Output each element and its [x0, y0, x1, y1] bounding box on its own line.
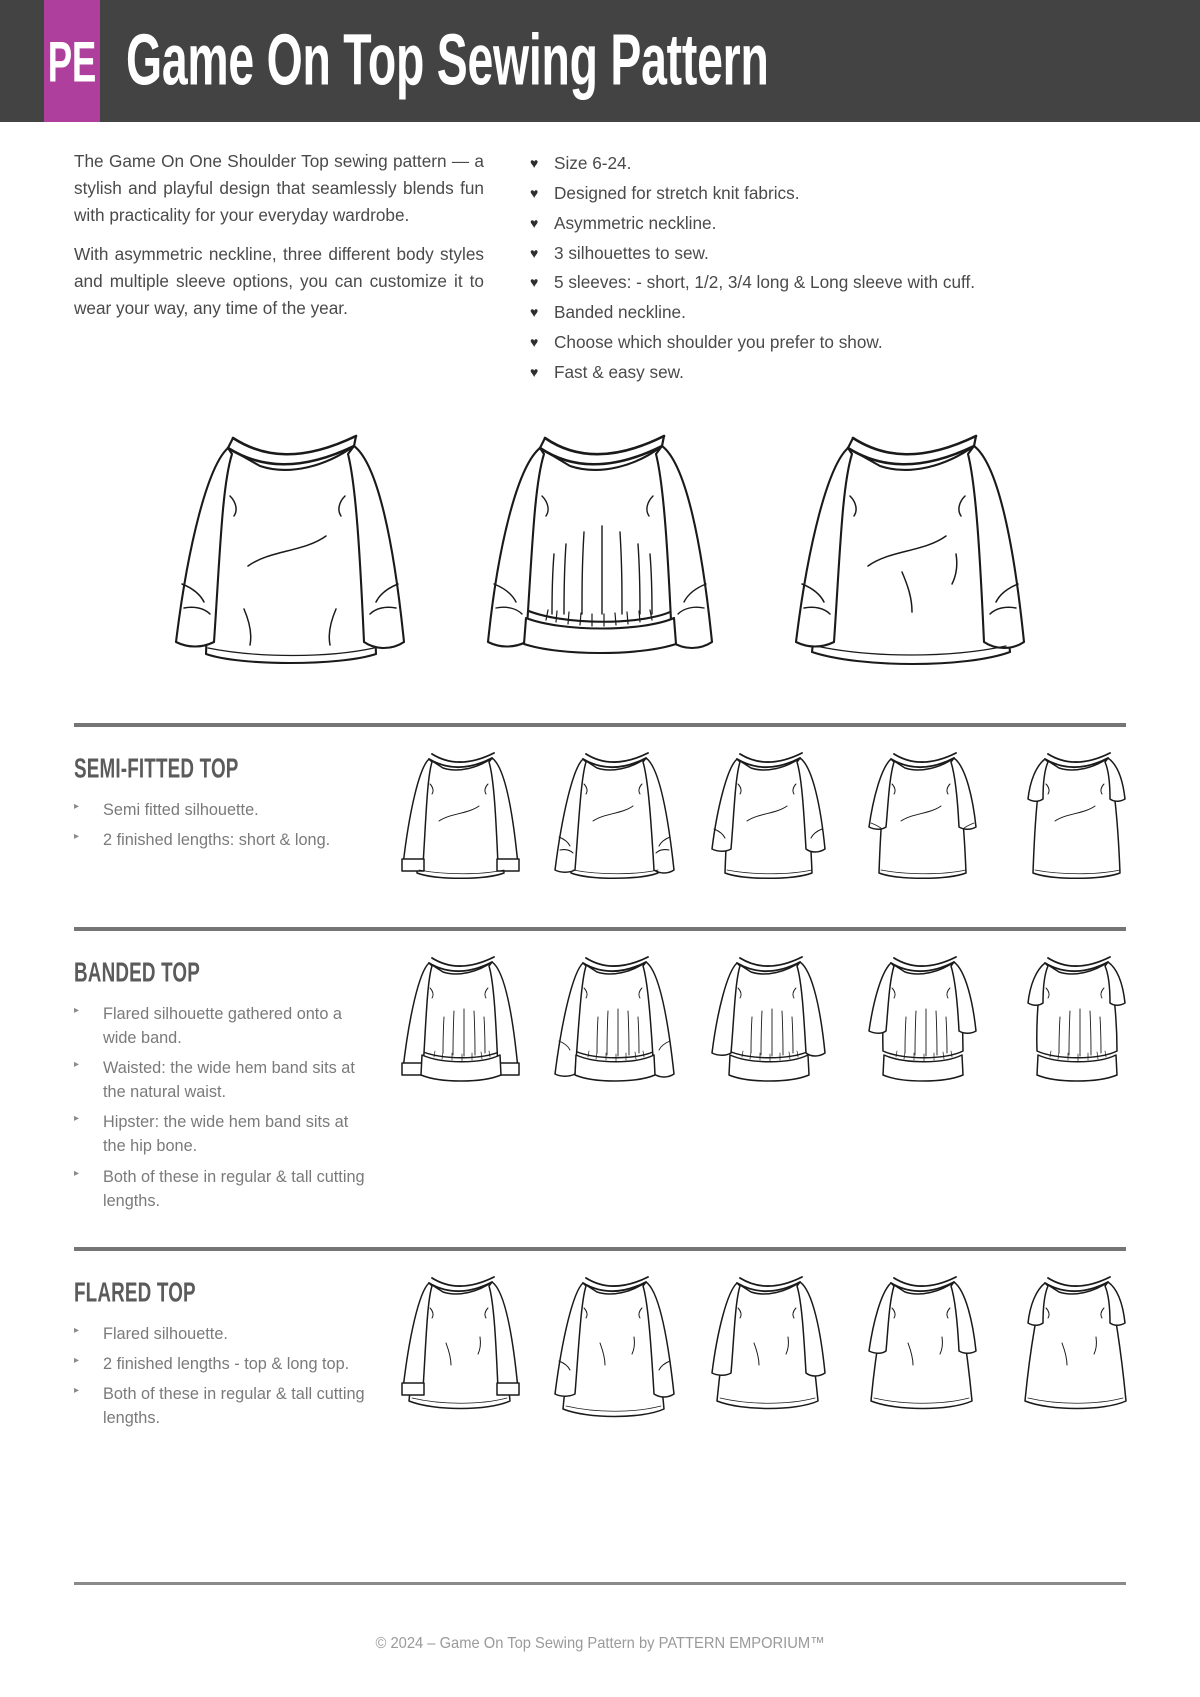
feature-label: 5 sleeves: - short, 1/2, 3/4 long & Long sleeve with cuff.	[554, 272, 976, 293]
heart-icon: ♥	[530, 304, 539, 321]
section-variant-row	[384, 931, 1150, 1219]
triangle-bullet-icon: ▸	[74, 1354, 80, 1366]
section-semi-fitted	[0, 727, 1200, 897]
list-item	[74, 1002, 374, 1050]
variant-half-sleeve	[846, 1261, 996, 1426]
section-banded	[0, 931, 1200, 1219]
garment-illustration-banded	[450, 404, 750, 689]
bullet-label: Flared silhouette.	[103, 1324, 228, 1343]
variant-long-sleeve	[538, 941, 688, 1101]
page-title-text: Game On Top Sewing Pattern	[126, 20, 769, 101]
section-text-column	[74, 931, 374, 1219]
heart-icon: ♥	[530, 364, 539, 381]
heart-icon: ♥	[530, 155, 539, 171]
variant-three-quarter-sleeve	[692, 737, 842, 897]
brand-logo-text: PE	[47, 28, 97, 94]
triangle-bullet-icon: ▸	[74, 1384, 80, 1396]
feature-label: Size 6-24.	[554, 153, 632, 173]
heart-icon: ♥	[530, 214, 539, 231]
list-item	[530, 180, 975, 208]
copyright-text: © 2024 – Game On Top Sewing Pattern by PATTERN EMPORIUM™	[375, 1635, 825, 1652]
list-item	[74, 798, 374, 822]
list-item	[530, 150, 975, 178]
variant-long-sleeve-cuff	[384, 1261, 534, 1426]
feature-label: Fast & easy sew.	[554, 362, 684, 383]
garment-illustration-flared	[760, 404, 1060, 689]
variant-short-sleeve	[1000, 737, 1150, 897]
intro-section	[0, 122, 1200, 389]
feature-label: Designed for stretch knit fabrics.	[554, 182, 800, 203]
section-text-column	[74, 1251, 374, 1436]
feature-label: Choose which shoulder you prefer to show.	[554, 332, 883, 353]
section-bullet-list	[74, 1002, 374, 1213]
footer-divider	[74, 1582, 1126, 1585]
bullet-label: Flared silhouette gathered onto a wide band.	[103, 1004, 342, 1047]
bullet-label: Waisted: the wide hem band sits at the natural waist.	[103, 1059, 355, 1102]
heart-icon: ♥	[530, 244, 539, 261]
variant-three-quarter-sleeve	[692, 941, 842, 1101]
heart-icon: ♥	[530, 274, 539, 291]
variant-long-sleeve-cuff	[384, 737, 534, 897]
variant-short-sleeve	[1000, 1261, 1150, 1426]
hero-illustration-row	[0, 389, 1200, 689]
section-flared	[0, 1251, 1200, 1436]
list-item	[74, 1056, 374, 1104]
list-item	[530, 299, 975, 327]
bullet-label: Semi fitted silhouette.	[103, 800, 259, 819]
variant-half-sleeve	[846, 941, 996, 1101]
feature-label: Banded neckline.	[554, 302, 686, 323]
page-footer	[0, 1635, 1200, 1653]
section-heading: FLARED TOP	[74, 1276, 196, 1308]
triangle-bullet-icon: ▸	[74, 1113, 80, 1125]
section-heading: BANDED TOP	[74, 956, 200, 988]
list-item	[74, 1352, 374, 1376]
intro-paragraph-1: The Game On One Shoulder Top sewing pattern — a stylish and playful design that seamlessly blends fun with practicality for your everyday wardrobe.	[74, 151, 484, 225]
triangle-bullet-icon: ▸	[74, 1324, 80, 1336]
triangle-bullet-icon: ▸	[74, 800, 80, 812]
bullet-label: Both of these in regular & tall cutting lengths.	[103, 1384, 365, 1428]
heart-icon: ♥	[530, 334, 539, 351]
triangle-bullet-icon: ▸	[74, 1167, 80, 1179]
list-item	[530, 359, 975, 387]
section-heading: SEMI-FITTED TOP	[74, 752, 239, 784]
heart-icon: ♥	[530, 184, 539, 201]
bullet-label: 2 finished lengths - top & long top.	[103, 1354, 350, 1373]
list-item	[74, 1110, 374, 1158]
bullet-label: Both of these in regular & tall cutting lengths.	[103, 1167, 365, 1210]
bullet-label: Hipster: the wide hem band sits at the hip bone.	[103, 1113, 349, 1156]
section-bullet-list	[74, 798, 374, 852]
list-item	[74, 828, 374, 852]
list-item	[74, 1382, 374, 1430]
bullet-label: 2 finished lengths: short & long.	[103, 830, 331, 849]
garment-illustration-semi-fitted	[140, 404, 440, 689]
list-item	[74, 1165, 374, 1213]
triangle-bullet-icon: ▸	[74, 1059, 80, 1071]
brand-logo-badge	[44, 0, 100, 122]
triangle-bullet-icon: ▸	[74, 830, 80, 842]
triangle-bullet-icon: ▸	[74, 1004, 80, 1016]
feature-label: Asymmetric neckline.	[554, 212, 717, 233]
feature-list	[530, 148, 975, 389]
list-item	[530, 240, 975, 268]
feature-label: 3 silhouettes to sew.	[554, 242, 709, 263]
variant-three-quarter-sleeve	[692, 1261, 842, 1426]
intro-description	[74, 148, 484, 389]
intro-paragraph-2: With asymmetric neckline, three different body styles and multiple sleeve options, you can customize it to wear your way, any time of the year.	[74, 244, 484, 319]
list-item	[530, 329, 975, 357]
list-item	[74, 1322, 374, 1346]
list-item	[530, 269, 975, 297]
section-text-column	[74, 727, 374, 897]
variant-half-sleeve	[846, 737, 996, 897]
variant-long-sleeve	[538, 1261, 688, 1426]
variant-short-sleeve	[1000, 941, 1150, 1101]
page-title	[126, 0, 929, 122]
section-bullet-list	[74, 1322, 374, 1430]
section-variant-row	[384, 727, 1150, 897]
variant-long-sleeve-cuff	[384, 941, 534, 1101]
list-item	[530, 210, 975, 238]
variant-long-sleeve	[538, 737, 688, 897]
section-variant-row	[384, 1251, 1150, 1436]
page-header	[0, 0, 1200, 122]
